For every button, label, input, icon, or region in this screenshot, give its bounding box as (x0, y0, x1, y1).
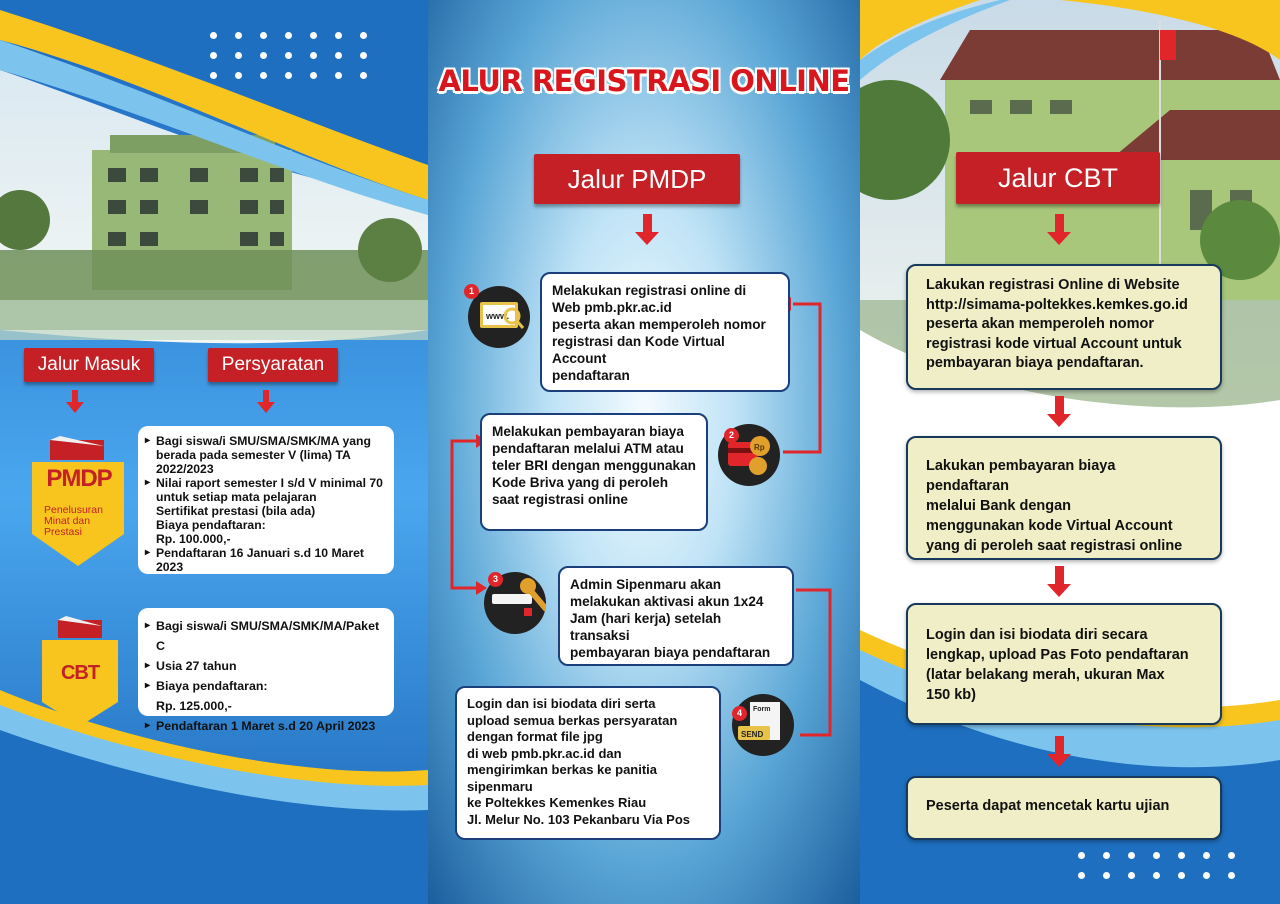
cbt-requirements-list (138, 608, 394, 733)
pmdp-badge-title: PMDP (46, 465, 112, 492)
www-label: www. (486, 311, 510, 321)
cbt-step-1: Lakukan registrasi Online di Website http://simama-poltekkes.kemkes.go.id peserta akan memperoleh nomor registrasi kode virtual Account untuk pembayaran biaya pendaftaran. (906, 264, 1222, 390)
list-item: Rp. 125.000,- (156, 699, 232, 713)
cbt-step-2: Lakukan pembayaran biaya pendaftaran melalui Bank dengan menggunakan kode Virtual Account yang di peroleh saat registrasi online (906, 436, 1222, 560)
cbt-step-3: Login dan isi biodata diri secara lengkap, upload Pas Foto pendaftaran (latar belakang merah, ukuran Max 150 kb) (906, 603, 1222, 725)
step-number: 1 (464, 284, 479, 299)
pmdp-step-2: Melakukan pembayaran biaya pendaftaran melalui ATM atau teler BRI dengan menggunakan Kode Briva yang di peroleh saat registrasi online (480, 413, 708, 531)
pmdp-badge-icon (30, 436, 130, 568)
jalur-pmdp-tag: Jalur PMDP (534, 154, 740, 204)
list-item: ▸ Usia 27 tahun (156, 656, 388, 676)
pmdp-badge-subtitle: Penelusuran Minat dan Prestasi (44, 504, 103, 538)
page-title: ALUR REGISTRASI ONLINE (438, 64, 850, 98)
list-item: Sertifikat prestasi (bila ada) (156, 504, 316, 518)
list-item: ▸ Biaya pendaftaran: (156, 676, 388, 696)
step-number: 3 (488, 572, 503, 587)
jalur-cbt-tag: Jalur CBT (956, 152, 1160, 204)
pmdp-step-4: Login dan isi biodata diri serta upload semua berkas persyaratan dengan format file jpg di web pmb.pkr.ac.id dan mengirimkan berkas ke panitia sipenmaru ke Poltekkes Kemenkes Riau Jl. Melur No. 103 Pekanbaru Via Pos (455, 686, 721, 840)
pmdp-requirements-list (138, 426, 394, 574)
middle-panel (428, 0, 860, 904)
decorative-dots (210, 32, 370, 79)
form-label: Form (753, 706, 771, 713)
cbt-step-4: Peserta dapat mencetak kartu ujian (906, 776, 1222, 840)
left-panel (0, 0, 428, 904)
svg-text:Rp: Rp (754, 443, 765, 452)
list-item: ▸ Bagi siswa/i SMU/SMA/SMK/MA yang berada pada semester V (lima) TA 2022/2023 (156, 434, 388, 476)
pmdp-step-3: Admin Sipenmaru akan melakukan aktivasi akun 1x24 Jam (hari kerja) setelah transaksi pembayaran biaya pendaftaran (558, 566, 794, 666)
persyaratan-tag: Persyaratan (208, 348, 338, 382)
step-number: 2 (724, 428, 739, 443)
cbt-badge-title: CBT (60, 662, 100, 684)
list-item: Rp. 100.000,- (156, 532, 231, 546)
right-panel (860, 0, 1280, 904)
pmdp-step-1: Melakukan registrasi online di Web pmb.pkr.ac.id peserta akan memperoleh nomor registrasi dan Kode Virtual Account pendaftaran (540, 272, 790, 392)
step-number: 4 (732, 706, 747, 721)
send-label: SEND (741, 730, 764, 739)
jalur-masuk-tag: Jalur Masuk (24, 348, 154, 382)
list-item: ▸ Pendaftaran 16 Januari s.d 10 Maret 2023 (156, 546, 388, 574)
list-item: Biaya pendaftaran: (156, 518, 266, 532)
list-item: ▸ Pendaftaran 1 Maret s.d 20 April 2023 (156, 716, 388, 736)
decorative-dots (1078, 852, 1238, 879)
list-item: ▸ Bagi siswa/i SMU/SMA/SMK/MA/Paket C (156, 616, 388, 656)
send-form-icon (732, 694, 794, 756)
list-item: ▸ Nilai raport semester I s/d V minimal 70 untuk setiap mata pelajaran (156, 476, 388, 504)
